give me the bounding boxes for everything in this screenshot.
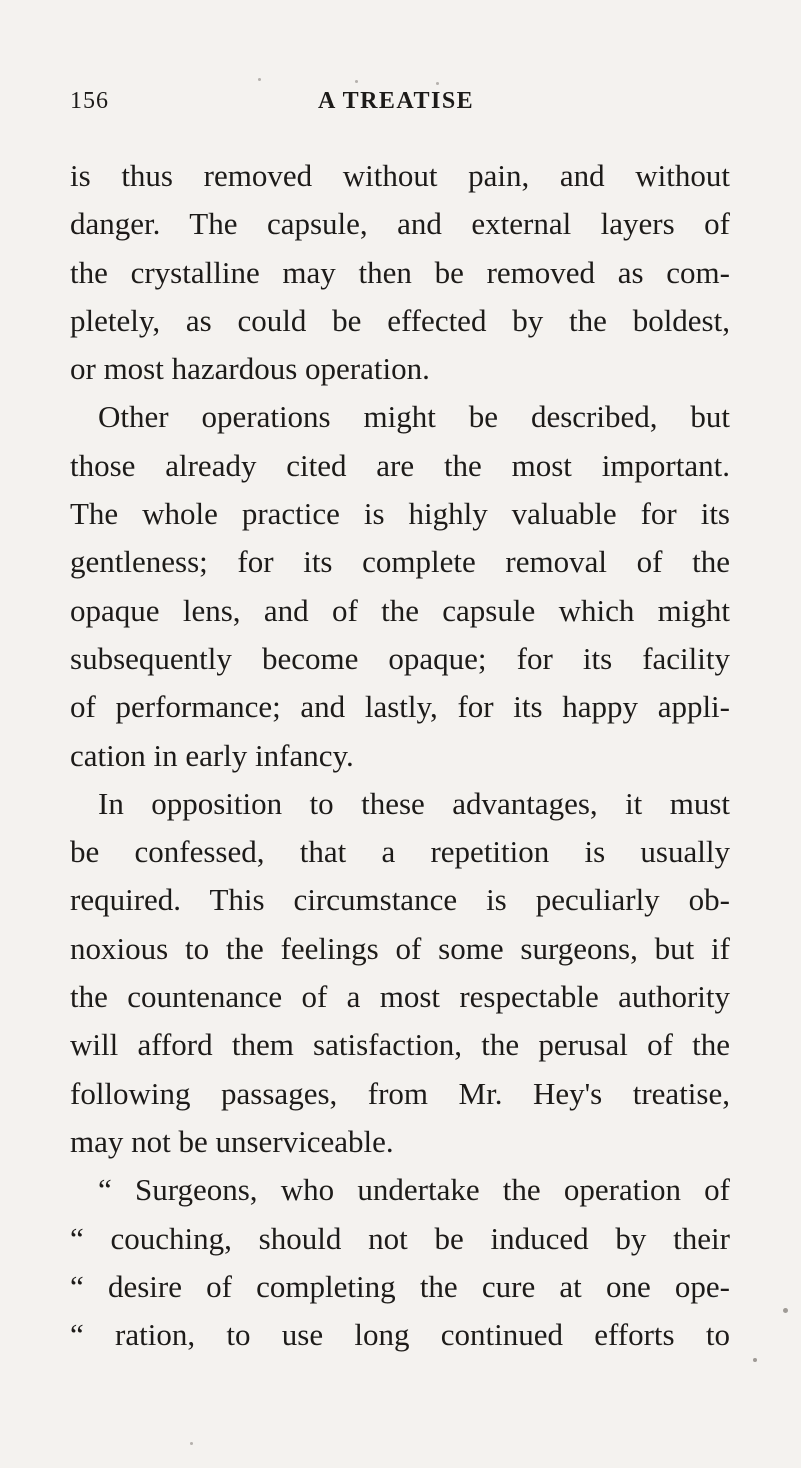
text-line: “ Surgeons, who undertake the operation of xyxy=(98,1172,730,1208)
body-text xyxy=(70,152,730,1359)
text-line: be confessed, that a repetition is usually xyxy=(70,834,730,870)
text-line: The whole practice is highly valuable for its xyxy=(70,496,730,532)
scan-speck xyxy=(436,82,439,85)
text-line: In opposition to these advantages, it must xyxy=(98,785,730,821)
text-line: noxious to the feelings of some surgeons, but if xyxy=(70,930,730,966)
scan-speck xyxy=(258,78,261,81)
text-line: gentleness; for its complete removal of the xyxy=(70,544,730,580)
text-line: or most hazardous operation. xyxy=(70,351,430,387)
text-line: will afford them satisfaction, the perusal of the xyxy=(70,1027,730,1063)
text-line: following passages, from Mr. Hey's treatise, xyxy=(70,1075,730,1111)
text-line: of performance; and lastly, for its happy appli- xyxy=(70,689,730,725)
text-line: “ ration, to use long continued efforts to xyxy=(70,1317,730,1353)
text-line: subsequently become opaque; for its facility xyxy=(70,640,730,676)
text-line: pletely, as could be effected by the boldest, xyxy=(70,302,730,338)
text-line: required. This circumstance is peculiarly ob- xyxy=(70,882,730,918)
scan-speck xyxy=(190,1442,193,1445)
text-line: the crystalline may then be removed as com- xyxy=(70,254,730,290)
running-head xyxy=(70,88,730,122)
text-line: “ desire of completing the cure at one ope- xyxy=(70,1268,730,1304)
text-line: may not be unserviceable. xyxy=(70,1123,394,1159)
text-line: is thus removed without pain, and without xyxy=(70,158,730,193)
text-line: opaque lens, and of the capsule which might xyxy=(70,592,730,628)
text-line: the countenance of a most respectable authority xyxy=(70,979,730,1015)
scan-speck xyxy=(783,1308,788,1313)
text-line: cation in early infancy. xyxy=(70,737,354,773)
text-line: Other operations might be described, but xyxy=(98,399,730,435)
text-line: danger. The capsule, and external layers of xyxy=(70,206,730,242)
text-line: “ couching, should not be induced by their xyxy=(70,1220,730,1256)
scan-speck xyxy=(355,80,358,83)
running-title: A TREATISE xyxy=(318,88,475,114)
text-line: those already cited are the most important. xyxy=(70,447,730,483)
page-number: 156 xyxy=(70,88,109,114)
scan-speck xyxy=(753,1358,757,1362)
